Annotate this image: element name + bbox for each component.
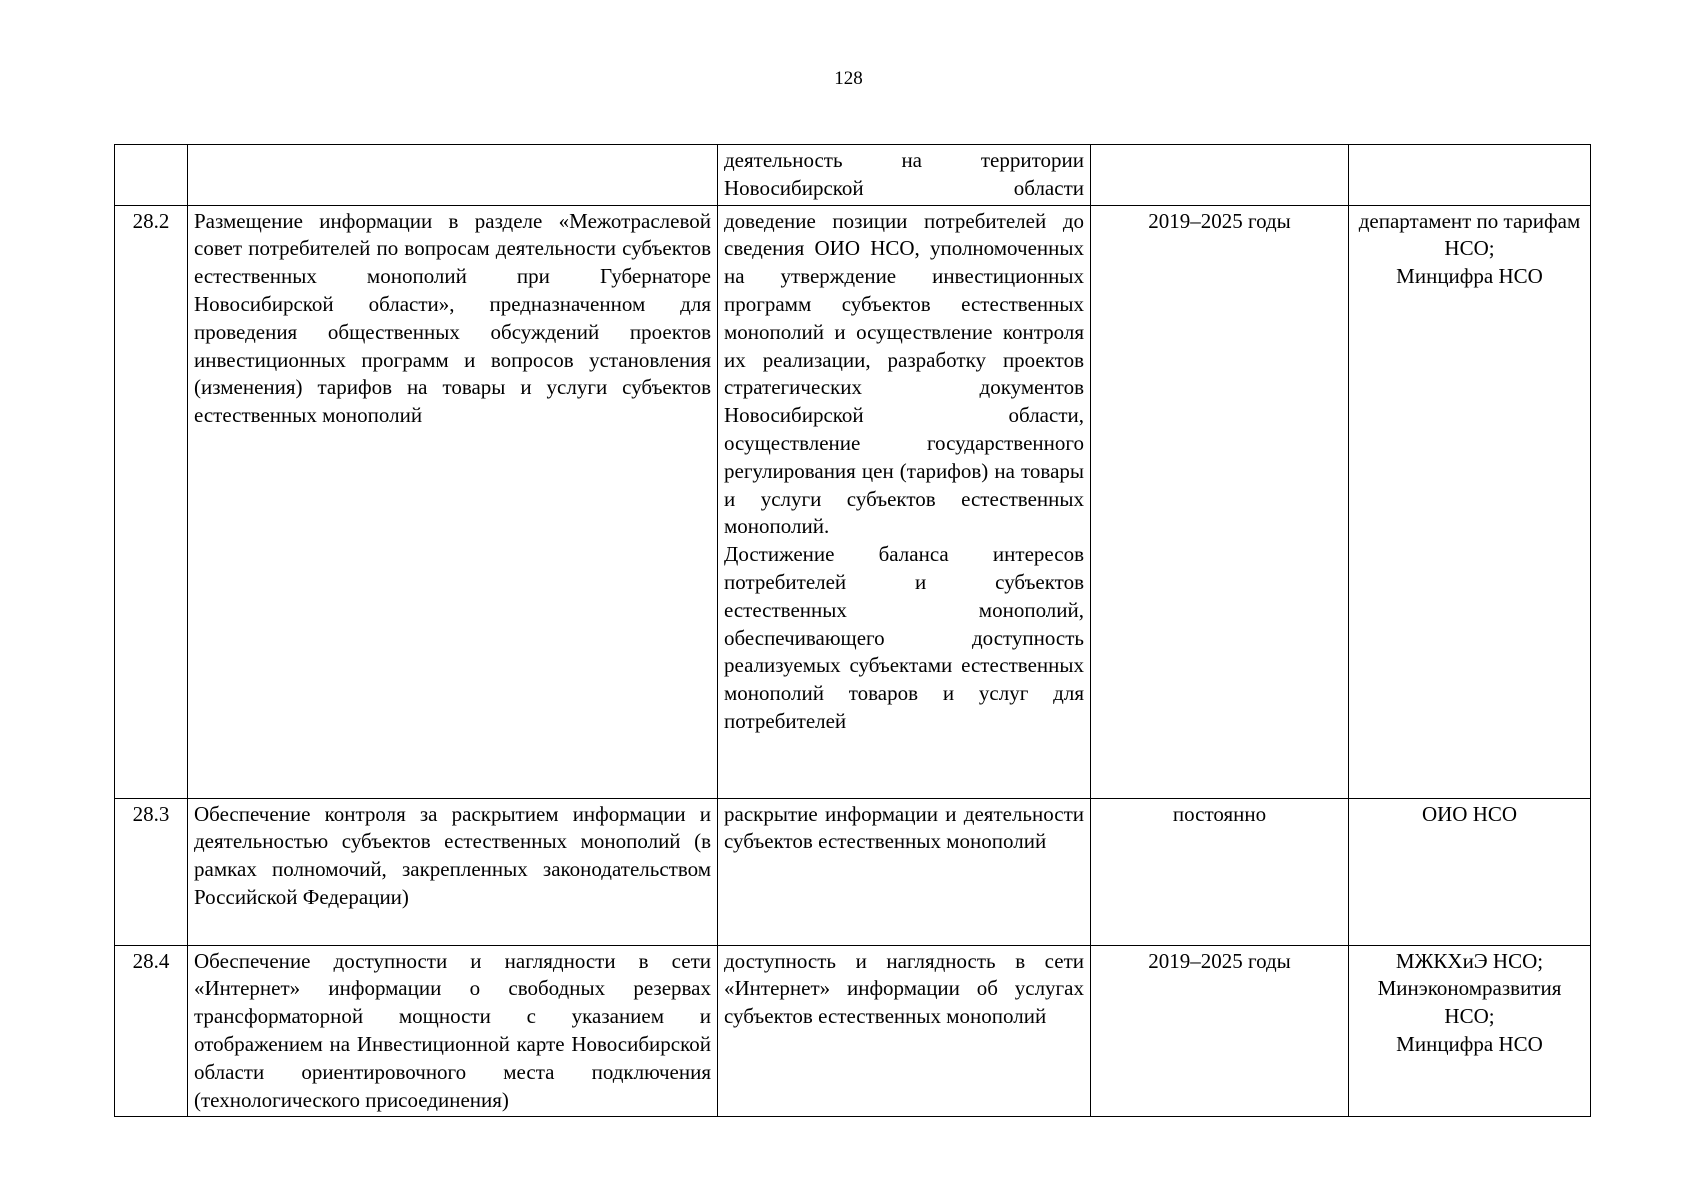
implementation-term: постоянно <box>1091 798 1349 945</box>
item-number: 28.4 <box>115 945 188 1117</box>
executor-line: Минэкономразвития НСО; <box>1377 976 1562 1029</box>
expected-result: доступность и наглядность в сети «Интернет» информации об услугах субъектов естественных монополий <box>718 945 1091 1117</box>
table-row <box>115 798 1591 945</box>
implementation-term <box>1091 145 1349 206</box>
expected-result: деятельность на территории Новосибирской области <box>718 145 1091 206</box>
page-number: 128 <box>834 68 863 89</box>
responsible-executor: ОИО НСО <box>1349 798 1591 945</box>
table-row <box>115 945 1591 1117</box>
responsible-executor <box>1349 945 1591 1117</box>
executor-line: департамент по тарифам НСО; <box>1358 208 1581 261</box>
event-description: Обеспечение доступности и наглядности в сети «Интернет» информации о свободных резервах трансформаторной мощности с указанием и отображением на Инвестиционной карте Новосибирской области ориентировочного места подключения (технологического присоединения) <box>188 945 718 1117</box>
implementation-term: 2019–2025 годы <box>1091 945 1349 1117</box>
table-row <box>115 145 1591 206</box>
responsible-executor <box>1349 205 1591 798</box>
executor-line: Минцифра НСО <box>1396 1031 1543 1056</box>
implementation-term: 2019–2025 годы <box>1091 205 1349 798</box>
item-number: 28.2 <box>115 205 188 798</box>
executor-line: Минцифра НСО <box>1396 264 1543 289</box>
expected-result <box>718 205 1091 798</box>
item-number: 28.3 <box>115 798 188 945</box>
expected-result-paragraph: Достижение баланса интересов потребителей и субъектов естественных монополий, обеспечивающего доступность реализуемых субъектами естественных монополий товаров и услуг для потребителей <box>724 542 1084 733</box>
responsible-executor <box>1349 145 1591 206</box>
executor-line: МЖКХиЭ НСО; <box>1395 948 1544 973</box>
measures-table <box>114 144 1591 1117</box>
expected-result: раскрытие информации и деятельности субъектов естественных монополий <box>718 798 1091 945</box>
event-description: Обеспечение контроля за раскрытием информации и деятельностью субъектов естественных монополий (в рамках полномочий, закрепленных законодательством Российской Федерации) <box>188 798 718 945</box>
item-number <box>115 145 188 206</box>
event-description <box>188 145 718 206</box>
expected-result-paragraph: доведение позиции потребителей до сведения ОИО НСО, уполномоченных на утверждение инвестиционных программ субъектов естественных монополий и осуществление контроля их реализации, разработку проектов стратегических документов Новосибирской области, осуществление государственного регулирования цен (тарифов) на товары и услуги субъектов естественных монополий. <box>724 208 1084 539</box>
event-description: Размещение информации в разделе «Межотраслевой совет потребителей по вопросам деятельности субъектов естественных монополий при Губернаторе Новосибирской области», предназначенном для проведения общественных обсуждений проектов инвестиционных программ и вопросов установления (изменения) тарифов на товары и услуги субъектов естественных монополий <box>188 205 718 798</box>
table-row <box>115 205 1591 798</box>
